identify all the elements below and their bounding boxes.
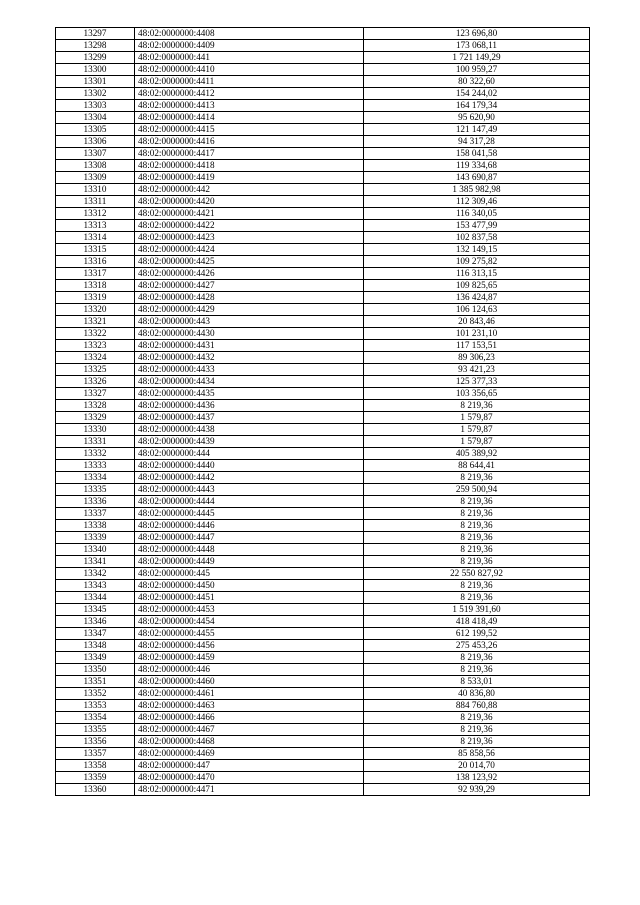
table-row — [56, 532, 590, 544]
cadastral-number-cell: 48:02:0000000:4408 — [135, 28, 364, 40]
cadastral-number-cell: 48:02:0000000:4449 — [135, 556, 364, 568]
table-row — [56, 688, 590, 700]
row-number-cell: 13354 — [56, 712, 135, 724]
cadastral-number-cell: 48:02:0000000:4411 — [135, 76, 364, 88]
row-number-cell: 13297 — [56, 28, 135, 40]
row-number-cell: 13360 — [56, 784, 135, 796]
row-number-cell: 13359 — [56, 772, 135, 784]
table-row — [56, 76, 590, 88]
cadastral-number-cell: 48:02:0000000:4420 — [135, 196, 364, 208]
table-row — [56, 52, 590, 64]
row-number-cell: 13357 — [56, 748, 135, 760]
table-row — [56, 556, 590, 568]
row-number-cell: 13346 — [56, 616, 135, 628]
row-number-cell: 13303 — [56, 100, 135, 112]
table-row — [56, 664, 590, 676]
cadastral-value-cell: 109 825,65 — [364, 280, 590, 292]
cadastral-number-cell: 48:02:0000000:4435 — [135, 388, 364, 400]
cadastral-value-cell: 8 219,36 — [364, 544, 590, 556]
cadastral-value-cell: 102 837,58 — [364, 232, 590, 244]
cadastral-number-cell: 48:02:0000000:4447 — [135, 532, 364, 544]
cadastral-number-cell: 48:02:0000000:4443 — [135, 484, 364, 496]
cadastral-number-cell: 48:02:0000000:4455 — [135, 628, 364, 640]
table-row — [56, 472, 590, 484]
cadastral-number-cell: 48:02:0000000:4415 — [135, 124, 364, 136]
cadastral-value-cell: 109 275,82 — [364, 256, 590, 268]
cadastral-number-cell: 48:02:0000000:4469 — [135, 748, 364, 760]
table-row — [56, 424, 590, 436]
row-number-cell: 13311 — [56, 196, 135, 208]
row-number-cell: 13307 — [56, 148, 135, 160]
cadastral-value-cell: 8 219,36 — [364, 736, 590, 748]
cadastral-value-cell: 92 939,29 — [364, 784, 590, 796]
row-number-cell: 13350 — [56, 664, 135, 676]
cadastral-value-cell: 88 644,41 — [364, 460, 590, 472]
table-row — [56, 328, 590, 340]
table-row — [56, 352, 590, 364]
cadastral-value-cell: 103 356,65 — [364, 388, 590, 400]
row-number-cell: 13325 — [56, 364, 135, 376]
cadastral-number-cell: 48:02:0000000:4416 — [135, 136, 364, 148]
table-row — [56, 112, 590, 124]
cadastral-number-cell: 48:02:0000000:4425 — [135, 256, 364, 268]
cadastral-number-cell: 48:02:0000000:443 — [135, 316, 364, 328]
cadastral-number-cell: 48:02:0000000:441 — [135, 52, 364, 64]
table-row — [56, 676, 590, 688]
row-number-cell: 13298 — [56, 40, 135, 52]
row-number-cell: 13326 — [56, 376, 135, 388]
cadastral-number-cell: 48:02:0000000:4433 — [135, 364, 364, 376]
cadastral-number-cell: 48:02:0000000:4432 — [135, 352, 364, 364]
cadastral-number-cell: 48:02:0000000:447 — [135, 760, 364, 772]
row-number-cell: 13329 — [56, 412, 135, 424]
cadastral-value-cell: 106 124,63 — [364, 304, 590, 316]
cadastral-value-cell: 95 620,90 — [364, 112, 590, 124]
cadastral-value-table — [55, 27, 590, 796]
row-number-cell: 13328 — [56, 400, 135, 412]
cadastral-value-cell: 612 199,52 — [364, 628, 590, 640]
row-number-cell: 13312 — [56, 208, 135, 220]
cadastral-number-cell: 48:02:0000000:4438 — [135, 424, 364, 436]
row-number-cell: 13322 — [56, 328, 135, 340]
row-number-cell: 13347 — [56, 628, 135, 640]
table-row — [56, 124, 590, 136]
cadastral-value-cell: 119 334,68 — [364, 160, 590, 172]
cadastral-value-cell: 20 014,70 — [364, 760, 590, 772]
table-row — [56, 748, 590, 760]
table-row — [56, 508, 590, 520]
row-number-cell: 13355 — [56, 724, 135, 736]
table-row — [56, 400, 590, 412]
cadastral-number-cell: 48:02:0000000:4463 — [135, 700, 364, 712]
cadastral-value-cell: 8 219,36 — [364, 664, 590, 676]
table-row — [56, 64, 590, 76]
cadastral-number-cell: 48:02:0000000:4419 — [135, 172, 364, 184]
row-number-cell: 13333 — [56, 460, 135, 472]
cadastral-value-cell: 1 721 149,29 — [364, 52, 590, 64]
table-row — [56, 184, 590, 196]
row-number-cell: 13299 — [56, 52, 135, 64]
cadastral-number-cell: 48:02:0000000:4426 — [135, 268, 364, 280]
cadastral-value-cell: 116 313,15 — [364, 268, 590, 280]
cadastral-number-cell: 48:02:0000000:444 — [135, 448, 364, 460]
row-number-cell: 13339 — [56, 532, 135, 544]
table-row — [56, 148, 590, 160]
row-number-cell: 13317 — [56, 268, 135, 280]
row-number-cell: 13348 — [56, 640, 135, 652]
table-row — [56, 520, 590, 532]
cadastral-number-cell: 48:02:0000000:4409 — [135, 40, 364, 52]
cadastral-number-cell: 48:02:0000000:4437 — [135, 412, 364, 424]
table-row — [56, 208, 590, 220]
cadastral-value-cell: 275 453,26 — [364, 640, 590, 652]
cadastral-number-cell: 48:02:0000000:4414 — [135, 112, 364, 124]
cadastral-value-cell: 8 219,36 — [364, 472, 590, 484]
table-row — [56, 256, 590, 268]
cadastral-value-cell: 125 377,33 — [364, 376, 590, 388]
table-row — [56, 412, 590, 424]
table-row — [56, 172, 590, 184]
table-row — [56, 544, 590, 556]
table-row — [56, 784, 590, 796]
table-row — [56, 280, 590, 292]
row-number-cell: 13335 — [56, 484, 135, 496]
cadastral-number-cell: 48:02:0000000:4412 — [135, 88, 364, 100]
cadastral-value-cell: 22 550 827,92 — [364, 568, 590, 580]
cadastral-number-cell: 48:02:0000000:4436 — [135, 400, 364, 412]
table-row — [56, 568, 590, 580]
table-row — [56, 364, 590, 376]
cadastral-number-cell: 48:02:0000000:4460 — [135, 676, 364, 688]
cadastral-number-cell: 48:02:0000000:445 — [135, 568, 364, 580]
cadastral-value-cell: 884 760,88 — [364, 700, 590, 712]
table-row — [56, 484, 590, 496]
cadastral-number-cell: 48:02:0000000:4421 — [135, 208, 364, 220]
cadastral-value-cell: 1 385 982,98 — [364, 184, 590, 196]
row-number-cell: 13327 — [56, 388, 135, 400]
cadastral-value-cell: 138 123,92 — [364, 772, 590, 784]
table-row — [56, 136, 590, 148]
cadastral-number-cell: 48:02:0000000:4422 — [135, 220, 364, 232]
table-row — [56, 772, 590, 784]
row-number-cell: 13330 — [56, 424, 135, 436]
cadastral-value-cell: 259 500,94 — [364, 484, 590, 496]
row-number-cell: 13306 — [56, 136, 135, 148]
cadastral-number-cell: 48:02:0000000:4434 — [135, 376, 364, 388]
cadastral-number-cell: 48:02:0000000:4430 — [135, 328, 364, 340]
cadastral-value-cell: 101 231,10 — [364, 328, 590, 340]
row-number-cell: 13315 — [56, 244, 135, 256]
table-row — [56, 100, 590, 112]
cadastral-value-cell: 153 477,99 — [364, 220, 590, 232]
table-row — [56, 640, 590, 652]
cadastral-number-cell: 48:02:0000000:446 — [135, 664, 364, 676]
row-number-cell: 13351 — [56, 676, 135, 688]
table-row — [56, 160, 590, 172]
cadastral-value-cell: 8 219,36 — [364, 556, 590, 568]
row-number-cell: 13324 — [56, 352, 135, 364]
table-row — [56, 304, 590, 316]
cadastral-number-cell: 48:02:0000000:4459 — [135, 652, 364, 664]
row-number-cell: 13301 — [56, 76, 135, 88]
cadastral-value-cell: 112 309,46 — [364, 196, 590, 208]
cadastral-number-cell: 48:02:0000000:4427 — [135, 280, 364, 292]
cadastral-number-cell: 48:02:0000000:4428 — [135, 292, 364, 304]
cadastral-value-cell: 418 418,49 — [364, 616, 590, 628]
row-number-cell: 13342 — [56, 568, 135, 580]
cadastral-value-cell: 123 696,80 — [364, 28, 590, 40]
cadastral-value-cell: 116 340,05 — [364, 208, 590, 220]
row-number-cell: 13352 — [56, 688, 135, 700]
table-row — [56, 700, 590, 712]
cadastral-value-cell: 93 421,23 — [364, 364, 590, 376]
row-number-cell: 13310 — [56, 184, 135, 196]
row-number-cell: 13340 — [56, 544, 135, 556]
table-row — [56, 292, 590, 304]
cadastral-value-cell: 173 068,11 — [364, 40, 590, 52]
row-number-cell: 13323 — [56, 340, 135, 352]
cadastral-number-cell: 48:02:0000000:4423 — [135, 232, 364, 244]
row-number-cell: 13316 — [56, 256, 135, 268]
cadastral-number-cell: 48:02:0000000:4445 — [135, 508, 364, 520]
cadastral-value-cell: 80 322,60 — [364, 76, 590, 88]
table-row — [56, 196, 590, 208]
cadastral-value-cell: 154 244,02 — [364, 88, 590, 100]
cadastral-value-cell: 85 858,56 — [364, 748, 590, 760]
cadastral-value-cell: 94 317,28 — [364, 136, 590, 148]
cadastral-number-cell: 48:02:0000000:4410 — [135, 64, 364, 76]
cadastral-value-cell: 1 579,87 — [364, 436, 590, 448]
row-number-cell: 13308 — [56, 160, 135, 172]
row-number-cell: 13353 — [56, 700, 135, 712]
table-row — [56, 268, 590, 280]
table-row — [56, 436, 590, 448]
cadastral-number-cell: 48:02:0000000:4442 — [135, 472, 364, 484]
row-number-cell: 13358 — [56, 760, 135, 772]
cadastral-value-cell: 20 843,46 — [364, 316, 590, 328]
cadastral-number-cell: 48:02:0000000:4429 — [135, 304, 364, 316]
cadastral-number-cell: 48:02:0000000:4446 — [135, 520, 364, 532]
cadastral-number-cell: 48:02:0000000:4456 — [135, 640, 364, 652]
table-row — [56, 88, 590, 100]
cadastral-value-cell: 40 836,80 — [364, 688, 590, 700]
table-row — [56, 496, 590, 508]
table-row — [56, 244, 590, 256]
table-row — [56, 652, 590, 664]
table-row — [56, 616, 590, 628]
cadastral-value-cell: 136 424,87 — [364, 292, 590, 304]
row-number-cell: 13341 — [56, 556, 135, 568]
cadastral-number-cell: 48:02:0000000:4431 — [135, 340, 364, 352]
cadastral-value-cell: 8 219,36 — [364, 532, 590, 544]
table-row — [56, 580, 590, 592]
cadastral-number-cell: 48:02:0000000:4413 — [135, 100, 364, 112]
row-number-cell: 13314 — [56, 232, 135, 244]
table-row — [56, 736, 590, 748]
table-row — [56, 376, 590, 388]
cadastral-value-cell: 1 519 391,60 — [364, 604, 590, 616]
cadastral-value-cell: 8 219,36 — [364, 592, 590, 604]
row-number-cell: 13336 — [56, 496, 135, 508]
cadastral-number-cell: 48:02:0000000:4417 — [135, 148, 364, 160]
row-number-cell: 13356 — [56, 736, 135, 748]
row-number-cell: 13338 — [56, 520, 135, 532]
cadastral-value-cell: 8 219,36 — [364, 724, 590, 736]
row-number-cell: 13334 — [56, 472, 135, 484]
table-body — [56, 28, 590, 796]
row-number-cell: 13305 — [56, 124, 135, 136]
cadastral-number-cell: 48:02:0000000:4470 — [135, 772, 364, 784]
table-row — [56, 724, 590, 736]
row-number-cell: 13318 — [56, 280, 135, 292]
table-row — [56, 628, 590, 640]
row-number-cell: 13332 — [56, 448, 135, 460]
cadastral-value-cell: 89 306,23 — [364, 352, 590, 364]
cadastral-value-cell: 8 219,36 — [364, 652, 590, 664]
cadastral-value-cell: 1 579,87 — [364, 412, 590, 424]
row-number-cell: 13302 — [56, 88, 135, 100]
cadastral-number-cell: 48:02:0000000:4439 — [135, 436, 364, 448]
cadastral-value-cell: 143 690,87 — [364, 172, 590, 184]
cadastral-value-cell: 117 153,51 — [364, 340, 590, 352]
row-number-cell: 13300 — [56, 64, 135, 76]
row-number-cell: 13319 — [56, 292, 135, 304]
cadastral-number-cell: 48:02:0000000:4418 — [135, 160, 364, 172]
row-number-cell: 13304 — [56, 112, 135, 124]
row-number-cell: 13320 — [56, 304, 135, 316]
row-number-cell: 13343 — [56, 580, 135, 592]
row-number-cell: 13313 — [56, 220, 135, 232]
table-row — [56, 604, 590, 616]
table-row — [56, 316, 590, 328]
cadastral-value-cell: 8 219,36 — [364, 520, 590, 532]
cadastral-value-cell: 164 179,34 — [364, 100, 590, 112]
cadastral-value-cell: 121 147,49 — [364, 124, 590, 136]
cadastral-number-cell: 48:02:0000000:4466 — [135, 712, 364, 724]
cadastral-value-cell: 8 219,36 — [364, 712, 590, 724]
cadastral-number-cell: 48:02:0000000:4453 — [135, 604, 364, 616]
cadastral-value-cell: 1 579,87 — [364, 424, 590, 436]
cadastral-number-cell: 48:02:0000000:4467 — [135, 724, 364, 736]
table-row — [56, 712, 590, 724]
row-number-cell: 13349 — [56, 652, 135, 664]
row-number-cell: 13337 — [56, 508, 135, 520]
row-number-cell: 13331 — [56, 436, 135, 448]
cadastral-value-cell: 8 533,01 — [364, 676, 590, 688]
table-row — [56, 760, 590, 772]
cadastral-number-cell: 48:02:0000000:4444 — [135, 496, 364, 508]
cadastral-value-cell: 8 219,36 — [364, 508, 590, 520]
cadastral-number-cell: 48:02:0000000:4471 — [135, 784, 364, 796]
cadastral-value-cell: 8 219,36 — [364, 496, 590, 508]
table-row — [56, 28, 590, 40]
table-row — [56, 448, 590, 460]
cadastral-number-cell: 48:02:0000000:4424 — [135, 244, 364, 256]
cadastral-value-cell: 405 389,92 — [364, 448, 590, 460]
cadastral-value-cell: 158 041,58 — [364, 148, 590, 160]
cadastral-number-cell: 48:02:0000000:4450 — [135, 580, 364, 592]
table-row — [56, 220, 590, 232]
cadastral-value-cell: 8 219,36 — [364, 580, 590, 592]
table-row — [56, 340, 590, 352]
cadastral-number-cell: 48:02:0000000:4448 — [135, 544, 364, 556]
table-row — [56, 460, 590, 472]
cadastral-number-cell: 48:02:0000000:4468 — [135, 736, 364, 748]
cadastral-number-cell: 48:02:0000000:4440 — [135, 460, 364, 472]
table-row — [56, 40, 590, 52]
cadastral-value-cell: 100 959,27 — [364, 64, 590, 76]
row-number-cell: 13321 — [56, 316, 135, 328]
cadastral-number-cell: 48:02:0000000:442 — [135, 184, 364, 196]
cadastral-value-cell: 8 219,36 — [364, 400, 590, 412]
row-number-cell: 13345 — [56, 604, 135, 616]
cadastral-number-cell: 48:02:0000000:4454 — [135, 616, 364, 628]
table-row — [56, 232, 590, 244]
row-number-cell: 13309 — [56, 172, 135, 184]
cadastral-number-cell: 48:02:0000000:4461 — [135, 688, 364, 700]
row-number-cell: 13344 — [56, 592, 135, 604]
table-row — [56, 388, 590, 400]
cadastral-number-cell: 48:02:0000000:4451 — [135, 592, 364, 604]
cadastral-value-cell: 132 149,15 — [364, 244, 590, 256]
table-row — [56, 592, 590, 604]
